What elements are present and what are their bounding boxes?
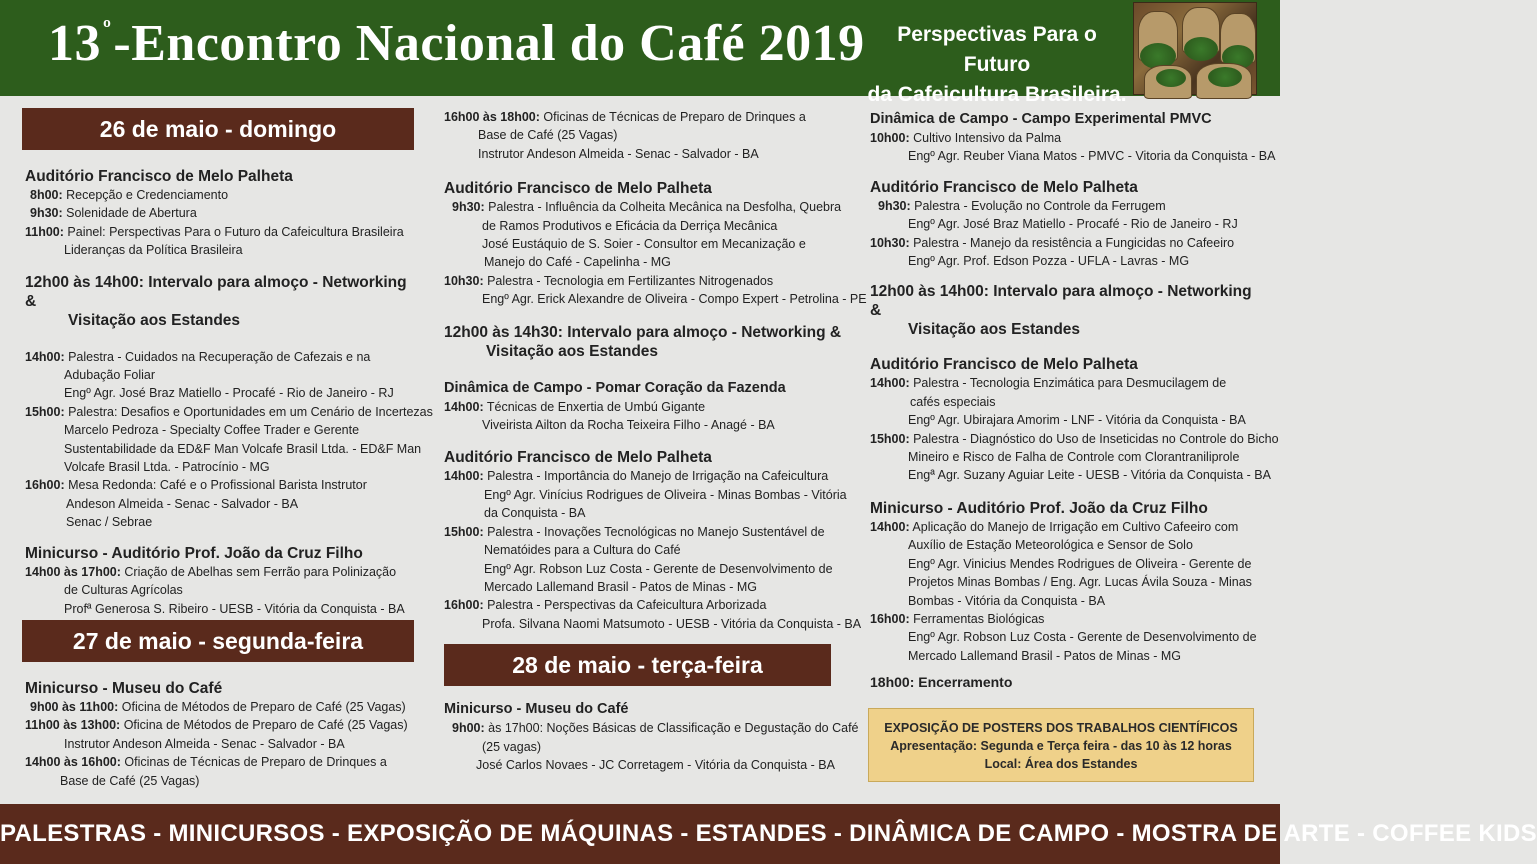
schedule-line: 9h00: às 17h00: Noções Básicas de Classificação e Degustação do Café (452, 721, 859, 736)
posters-notice (868, 708, 1254, 782)
break-title: Visitação aos Estandes (68, 311, 241, 329)
schedule-line: Mineiro e Risco de Falha de Controle com Clorantraniliprole (908, 450, 1240, 465)
header-banner (0, 0, 1280, 106)
schedule-line: Instrutor Andeson Almeida - Senac - Salvador - BA (64, 736, 345, 751)
schedule-line: Profª Generosa S. Ribeiro - UESB - Vitória da Conquista - BA (64, 601, 405, 616)
schedule-line: 14h00: Palestra - Tecnologia Enzimática para Desmucilagem de (870, 376, 1227, 391)
title-number: 13 (48, 15, 101, 72)
break-title: Visitação aos Estandes (486, 342, 659, 360)
schedule-line: Andeson Almeida - Senac - Salvador - BA (66, 496, 299, 511)
subtitle-line: Perspectivas Para o Futuro (897, 23, 1097, 76)
schedule-line: 16h00 às 18h00: Oficinas de Técnicas de Preparo de Drinques a (444, 110, 806, 124)
schedule-line: Lideranças da Política Brasileira (64, 243, 243, 258)
schedule-line: Engº Agr. Vinicius Mendes Rodrigues de Oliveira - Gerente de (908, 556, 1252, 571)
schedule-line: Mercado Lallemand Brasil - Patos de Minas - MG (908, 648, 1182, 663)
subtitle-line: da Cafeicultura Brasileira. (867, 83, 1127, 106)
schedule-line: 14h00: Aplicação do Manejo de Irrigação em Cultivo Cafeeiro com (870, 519, 1239, 534)
schedule-line: Base de Café (25 Vagas) (60, 773, 200, 788)
schedule-line: 14h00: Palestra - Cuidados na Recuperação de Cafezais e na (25, 349, 371, 364)
schedule-line: Sustentabilidade da ED&F Man Volcafe Brasil Ltda. - ED&F Man (64, 441, 422, 456)
section-title: Minicurso - Auditório Prof. João da Cruz Filho (870, 499, 1208, 517)
break-title: 12h00 às 14h00: Intervalo para almoço - Networking & (870, 283, 1252, 320)
schedule-line: 16h00: Ferramentas Biológicas (870, 611, 1045, 626)
schedule-line: 8h00: Recepção e Credenciamento (30, 188, 229, 202)
schedule-line: 9h30: Solenidade de Abertura (30, 206, 197, 221)
schedule-line: Base de Café (25 Vagas) (478, 128, 618, 143)
schedule-line: 15h00: Palestra - Inovações Tecnológicas no Manejo Sustentável de (444, 524, 825, 539)
posters-schedule: Apresentação: Segunda e Terça feira - das 10 às 12 horas (890, 739, 1232, 753)
schedule-line: Engª Agr. Suzany Aguiar Leite - UESB - Vitória da Conquista - BA (908, 468, 1271, 483)
schedule-line: Bombas - Vitória da Conquista - BA (908, 593, 1106, 608)
schedule-line: Engº Agr. Vinícius Rodrigues de Oliveira - Minas Bombas - Vitória (484, 487, 847, 502)
schedule-line: 16h00: Mesa Redonda: Café e o Profissional Barista Instrutor (25, 478, 367, 493)
schedule-line: Engº Agr. Ubirajara Amorim - LNF - Vitória da Conquista - BA (908, 413, 1246, 428)
posters-location: Local: Área dos Estandes (984, 757, 1138, 771)
schedule-line: José Carlos Novaes - JC Corretagem - Vitória da Conquista - BA (476, 757, 835, 772)
schedule-line: de Culturas Agrícolas (64, 583, 183, 598)
schedule-line: 14h00 às 17h00: Criação de Abelhas sem Ferrão para Polinização (25, 564, 397, 579)
schedule-line: Marcelo Pedroza - Specialty Coffee Trader e Gerente (64, 423, 360, 438)
section-title: Dinâmica de Campo - Pomar Coração da Fazenda (444, 379, 786, 396)
break-title: 12h00 às 14h00: Intervalo para almoço - Networking & (25, 273, 407, 310)
schedule-line: Engº Agr. Reuber Viana Matos - PMVC - Vitoria da Conquista - BA (908, 149, 1276, 164)
event-subtitle (866, 20, 1128, 110)
section-title: Dinâmica de Campo - Campo Experimental PMVC (870, 111, 1212, 127)
break-title: Visitação aos Estandes (908, 321, 1081, 339)
schedule-line: Engº Agr. Robson Luz Costa - Gerente de Desenvolvimento de (484, 561, 833, 576)
schedule-line: 15h00: Palestra: Desafios e Oportunidades em um Cenário de Incertezas (25, 404, 433, 419)
schedule-line: Senac / Sebrae (66, 515, 153, 530)
day-header: 27 de maio - segunda-feira (22, 620, 414, 662)
schedule-line: Engº Agr. Prof. Edson Pozza - UFLA - Lavras - MG (908, 254, 1190, 269)
schedule-line: Volcafe Brasil Ltda. - Patrocínio - MG (64, 460, 270, 475)
schedule-line: 16h00: Palestra - Perspectivas da Cafeicultura Arborizada (444, 598, 767, 613)
section-title: Minicurso - Auditório Prof. João da Cruz Filho (25, 544, 363, 562)
event-title: $13^º$-Encontro Nacional do Café 2019 (48, 15, 865, 72)
schedule-line: Viveirista Ailton da Rocha Teixeira Filho - Anagé - BA (482, 418, 775, 433)
schedule-line: 11h00 às 13h00: Oficina de Métodos de Preparo de Café (25 Vagas) (25, 718, 408, 733)
title-text: Encontro Nacional do Café 2019 (131, 15, 865, 72)
schedule-line: Manejo do Café - Capelinha - MG (484, 255, 671, 270)
posters-title: EXPOSIÇÃO DE POSTERS DOS TRABALHOS CIENTÍFICOS (884, 721, 1238, 735)
schedule-line: Nematóides para a Cultura do Café (484, 543, 681, 558)
schedule-line: Engº Agr. José Braz Matiello - Procafé - Rio de Janeiro - RJ (908, 217, 1238, 232)
schedule-line: 11h00: Painel: Perspectivas Para o Futuro da Cafeicultura Brasileira (25, 224, 404, 239)
title-ordinal: º (103, 16, 112, 42)
day-header: 26 de maio - domingo (22, 108, 414, 150)
closing-line: 18h00: Encerramento (870, 674, 1013, 691)
schedule-line: 10h00: Cultivo Intensivo da Palma (870, 131, 1062, 145)
coffee-sacks-photo (1133, 2, 1257, 95)
section-title: Auditório Francisco de Melo Palheta (444, 180, 712, 198)
section-title: Auditório Francisco de Melo Palheta (870, 356, 1138, 374)
schedule-line: Instrutor Andeson Almeida - Senac - Salvador - BA (478, 146, 759, 161)
section-title: Auditório Francisco de Melo Palheta (870, 178, 1138, 196)
schedule-line: 10h30: Palestra - Tecnologia em Fertilizantes Nitrogenados (444, 273, 774, 288)
schedule-line: Mercado Lallemand Brasil - Patos de Minas - MG (484, 579, 758, 594)
schedule-line: Auxílio de Estação Meteorológica e Sensor de Solo (908, 538, 1193, 553)
schedule-line: 9h30: Palestra - Influência da Colheita Mecânica na Desfolha, Quebra (452, 200, 842, 215)
schedule-line: 14h00 às 16h00: Oficinas de Técnicas de Preparo de Drinques a (25, 755, 387, 770)
break-title: 12h00 às 14h30: Intervalo para almoço - Networking & (444, 323, 842, 341)
schedule-line: da Conquista - BA (484, 506, 586, 521)
schedule-column-2 (444, 108, 867, 774)
schedule-line: 9h00 às 11h00: Oficina de Métodos de Preparo de Café (25 Vagas) (30, 699, 406, 714)
schedule-line: 14h00: Técnicas de Enxertia de Umbú Gigante (444, 399, 706, 414)
schedule-line: Engº Agr. Erick Alexandre de Oliveira - Compo Expert - Petrolina - PE (482, 292, 867, 307)
day-header: 28 de maio - terça-feira (444, 644, 831, 686)
section-title: Minicurso - Museu do Café (25, 679, 223, 697)
schedule-line: cafés especiais (910, 394, 996, 409)
schedule-line: de Ramos Produtivos e Eficácia da Derriça Mecânica (482, 218, 778, 233)
schedule-line: (25 vagas) (482, 739, 542, 754)
section-title: Minicurso - Museu do Café (444, 701, 629, 718)
schedule-line: Profa. Silvana Naomi Matsumoto - UESB - Vitória da Conquista - BA (482, 616, 862, 631)
schedule-line: Engº Agr. José Braz Matiello - Procafé - Rio de Janeiro - RJ (64, 386, 394, 401)
schedule-line: 14h00: Palestra - Importância do Manejo de Irrigação na Cafeicultura (444, 469, 829, 484)
section-title: Auditório Francisco de Melo Palheta (25, 168, 293, 185)
schedule-line: 10h30: Palestra - Manejo da resistência a Fungicidas no Cafeeiro (870, 235, 1235, 250)
section-title: Auditório Francisco de Melo Palheta (444, 449, 712, 467)
schedule-column-3 (870, 110, 1279, 692)
schedule-line: Projetos Minas Bombas / Eng. Agr. Lucas Ávila Souza - Minas (908, 575, 1252, 590)
schedule-line: 9h30: Palestra - Evolução no Controle da Ferrugem (878, 198, 1166, 213)
footer-banner: PALESTRAS - MINICURSOS - EXPOSIÇÃO DE MÁQUINAS - ESTANDES - DINÂMICA DE CAMPO - MOSTRA DE ARTE - COFFEE KIDS (0, 804, 1280, 864)
schedule-line: José Eustáquio de S. Soier - Consultor em Mecanização e (482, 237, 806, 252)
schedule-column-1 (22, 108, 433, 790)
schedule-line: 15h00: Palestra - Diagnóstico do Uso de Inseticidas no Controle do Bicho (870, 431, 1279, 446)
schedule-line: Adubação Foliar (64, 368, 156, 383)
schedule-line: Engº Agr. Robson Luz Costa - Gerente de Desenvolvimento de (908, 630, 1257, 645)
